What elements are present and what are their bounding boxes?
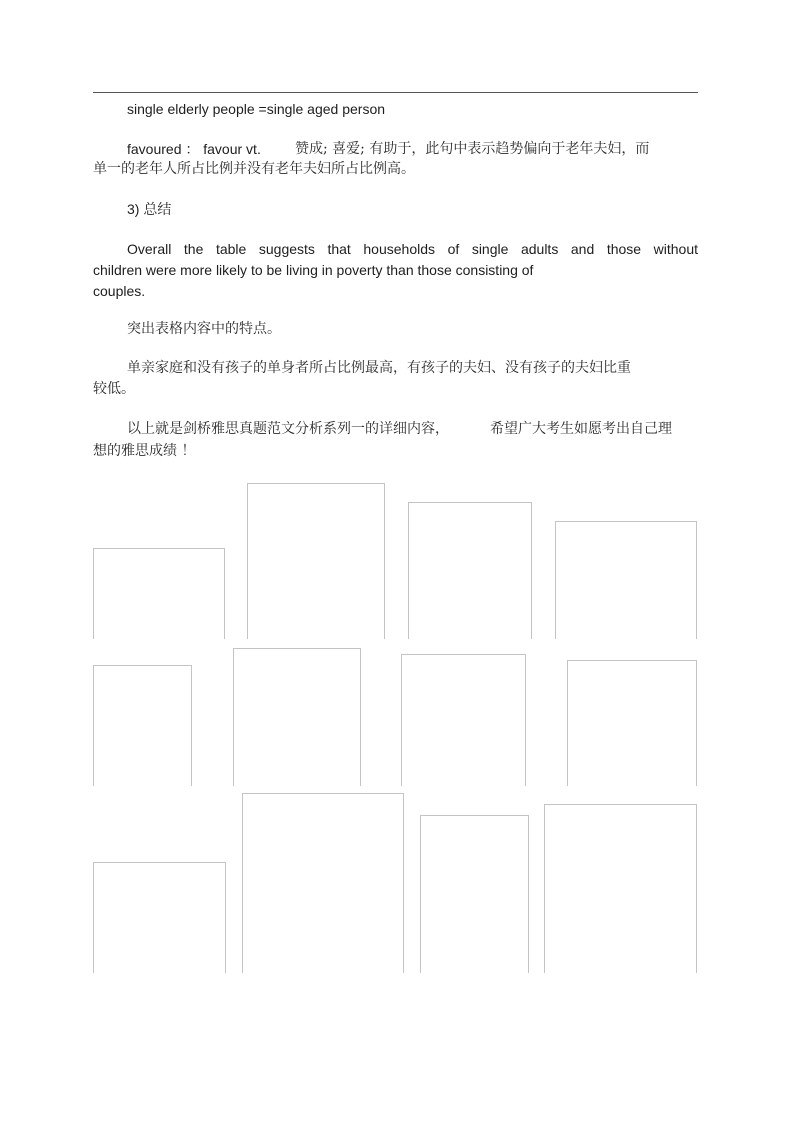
vocab-term: favoured ： favour vt. <box>127 141 261 157</box>
image-placeholder <box>544 804 697 973</box>
equivalence-line: single elderly people =single aged person <box>127 101 386 117</box>
note-highlight: 突出表格内容中的特点。 <box>127 321 281 337</box>
summary-line3: couples. <box>93 283 146 299</box>
image-placeholder <box>233 648 361 786</box>
section-heading: 3) 总结 <box>127 201 172 217</box>
image-placeholder <box>93 862 226 973</box>
closing-part1: 以上就是剑桥雅思真题范文分析系列一的详细内容， <box>127 421 449 437</box>
closing-line2: 想的雅思成绩 ！ <box>93 443 196 459</box>
image-placeholder <box>408 502 532 639</box>
note-detail-line1: 单亲家庭和没有孩子的单身者所占比例最高，有孩子的夫妇、没有孩子的夫妇比重 <box>127 360 631 376</box>
header-rule <box>93 92 698 93</box>
summary-line2: children were more likely to be living in poverty than those consisting of <box>93 262 534 278</box>
note-detail-line2: 较低。 <box>93 381 135 397</box>
image-placeholder <box>93 548 225 639</box>
image-placeholder <box>93 665 192 786</box>
image-placeholder <box>420 815 529 973</box>
vocab-definition-line1: 赞成; 喜爱; 有助于，此句中表示趋势偏向于老年夫妇，而 <box>295 141 650 157</box>
image-placeholder <box>555 521 697 639</box>
image-placeholder <box>401 654 526 786</box>
image-placeholder <box>247 483 385 639</box>
image-placeholder <box>242 793 404 973</box>
vocab-definition-line2: 单一的老年人所占比例并没有老年夫妇所占比例高。 <box>93 161 415 177</box>
summary-line1: Overall the table suggests that households of single adults and those without <box>127 241 698 257</box>
image-placeholder <box>567 660 697 786</box>
closing-part2: 希望广大考生如愿考出自己理 <box>490 421 672 437</box>
